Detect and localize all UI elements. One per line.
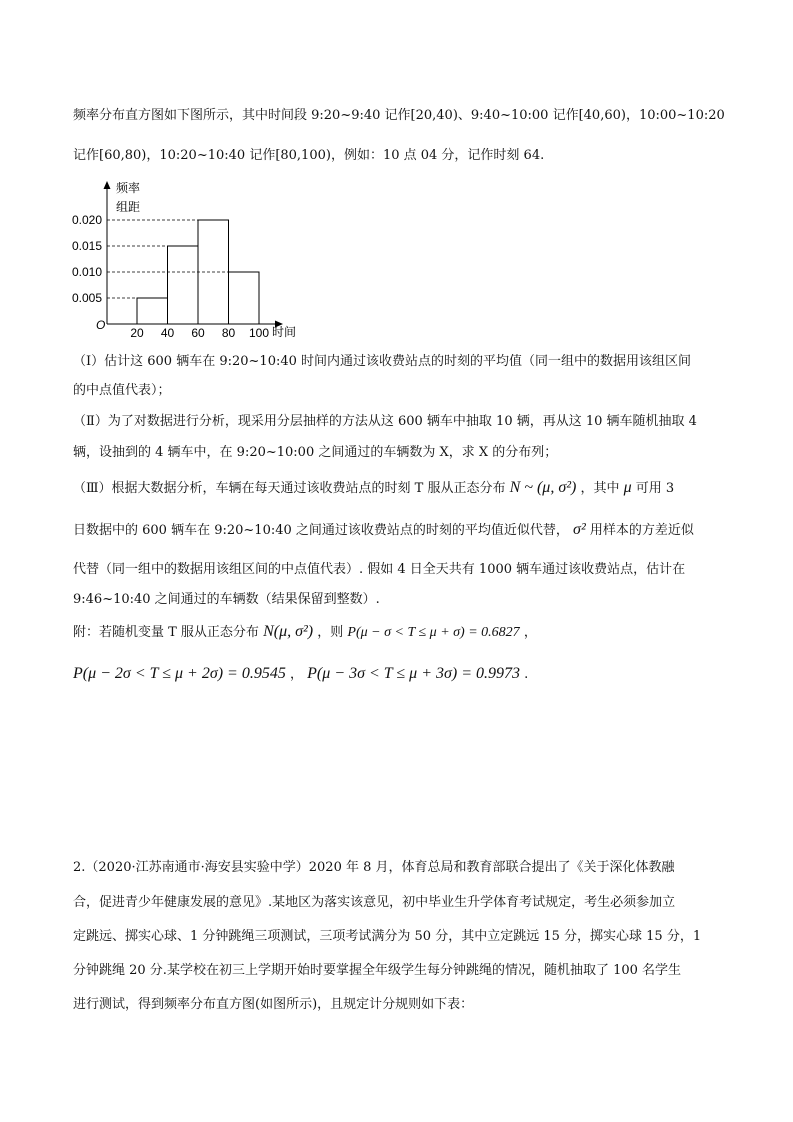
y-tick-label: 0.015 — [71, 239, 102, 253]
problem-2-line-3: 定跳远、掷实心球、1 分钟跳绳三项测试，三项考试满分为 50 分，其中立定跳远 15 分，掷实心球 15 分，1 — [73, 929, 702, 944]
question-3-line-4: 9:46~10:40 之间通过的车辆数（结果保留到整数）. — [73, 592, 380, 607]
question-1-line-2: 的中点值代表）； — [73, 383, 171, 398]
intro-line-1: 频率分布直方图如下图所示，其中时间段 9:20~9:40 记作[20,40)、9:40~10:00 记作[40,60)，10:00~10:20 — [73, 108, 725, 123]
q3-text-mid: ，其中 — [580, 481, 620, 496]
q3-text-pre: （Ⅲ）根据大数据分析，车辆在每天通过该收费站点的时刻 T 服从正态分布 — [73, 481, 506, 496]
appendix-normal-dist: N(μ, σ²) — [263, 623, 314, 640]
problem-2-line-2: 合，促进青少年健康发展的意见》.某地区为落实该意见，初中毕业生升学体育考试规定，考生必须参加立 — [73, 895, 676, 910]
origin-label: O — [96, 318, 106, 332]
y-tick-label: 0.020 — [71, 213, 102, 227]
y-tick-label: 0.005 — [71, 291, 102, 305]
q3-text-post: 可用 3 — [635, 481, 675, 496]
problem-2-line-4: 分钟跳绳 20 分.某学校在初三上学期开始时要掌握全年级学生每分钟跳绳的情况，随机抽取了 100 名学生 — [73, 963, 682, 978]
frequency-histogram — [60, 178, 320, 340]
histogram-bar-40-60 — [168, 246, 199, 324]
appendix-text-pre: 附：若随机变量 T 服从正态分布 — [73, 625, 259, 640]
x-tick-label: 80 — [221, 326, 236, 340]
histogram-bars — [137, 220, 259, 324]
question-2-line-1: （Ⅱ）为了对数据进行分析，现采用分层抽样的方法从这 600 辆车中抽取 10 辆，再从这 10 辆车随机抽取 4 — [73, 414, 697, 429]
appendix-prob-1sigma: P(μ − σ < T ≤ μ + σ) = 0.6827 — [347, 625, 520, 640]
x-tick-label: 20 — [130, 326, 144, 340]
x-tick-label: 100 — [248, 326, 270, 340]
appendix-separator: ， — [290, 667, 304, 682]
question-2-line-2: 辆，设抽到的 4 辆车中，在 9:20~10:00 之间通过的车辆数为 X，求 X 的分布列； — [73, 445, 558, 460]
question-3-line-3: 代替（同一组中的数据用该组区间的中点值代表）. 假如 4 日全天共有 1000 辆车通过该收费站点，估计在 — [73, 562, 686, 577]
y-tick-label: 0.010 — [71, 265, 102, 279]
question-3-line-1 — [73, 478, 674, 499]
xlabel: 时间 — [272, 325, 297, 339]
q3-normal-dist-formula: N ~ (μ, σ²) — [509, 479, 577, 496]
y-tick-labels — [72, 213, 102, 305]
x-tick-label: 60 — [191, 326, 205, 340]
intro-line-2: 记作[60,80)，10:20~10:40 记作[80,100)，例如：10 点 04 分，记作时刻 64. — [73, 148, 545, 163]
q3-line2-post: 用样本的方差近似 — [589, 523, 694, 538]
ylabel-top: 频率 — [116, 181, 141, 195]
q3-mu-symbol: μ — [623, 479, 632, 496]
appendix-line-2 — [73, 664, 528, 685]
question-1-line-1: （Ⅰ）估计这 600 辆车在 9:20~10:40 时间内通过该收费站点的时刻的平均值（同一组中的数据用该组区间 — [73, 354, 692, 369]
question-3-line-2 — [73, 520, 694, 541]
problem-2-line-1: 2.（2020·江苏南通市·海安县实验中学）2020 年 8 月，体育总局和教育部联合提出了《关于深化体教融 — [73, 860, 675, 875]
y-axis-arrow — [104, 181, 111, 189]
appendix-prob-3sigma: P(μ − 3σ < T ≤ μ + 3σ) = 0.9973 — [307, 665, 521, 682]
appendix-comma: ， — [523, 625, 537, 640]
ylabel-bottom: 组距 — [116, 200, 141, 214]
histogram-bar-80-100 — [229, 272, 260, 324]
x-tick-labels — [130, 326, 269, 340]
appendix-prob-2sigma: P(μ − 2σ < T ≤ μ + 2σ) = 0.9545 — [73, 665, 286, 682]
appendix-text-mid: ，则 — [317, 625, 344, 640]
x-tick-label: 40 — [160, 326, 175, 340]
histogram-bar-20-40 — [137, 298, 168, 324]
q3-line2-pre: 日数据中的 600 辆车在 9:20~10:40 之间通过该收费站点的时刻的平均值近似代替， — [73, 523, 569, 538]
problem-2-line-5: 进行测试，得到频率分布直方图(如图所示)，且规定计分规则如下表： — [73, 997, 474, 1012]
appendix-period: . — [524, 667, 529, 682]
q3-sigma-squared: σ² — [573, 521, 586, 538]
appendix-line-1 — [73, 622, 537, 643]
